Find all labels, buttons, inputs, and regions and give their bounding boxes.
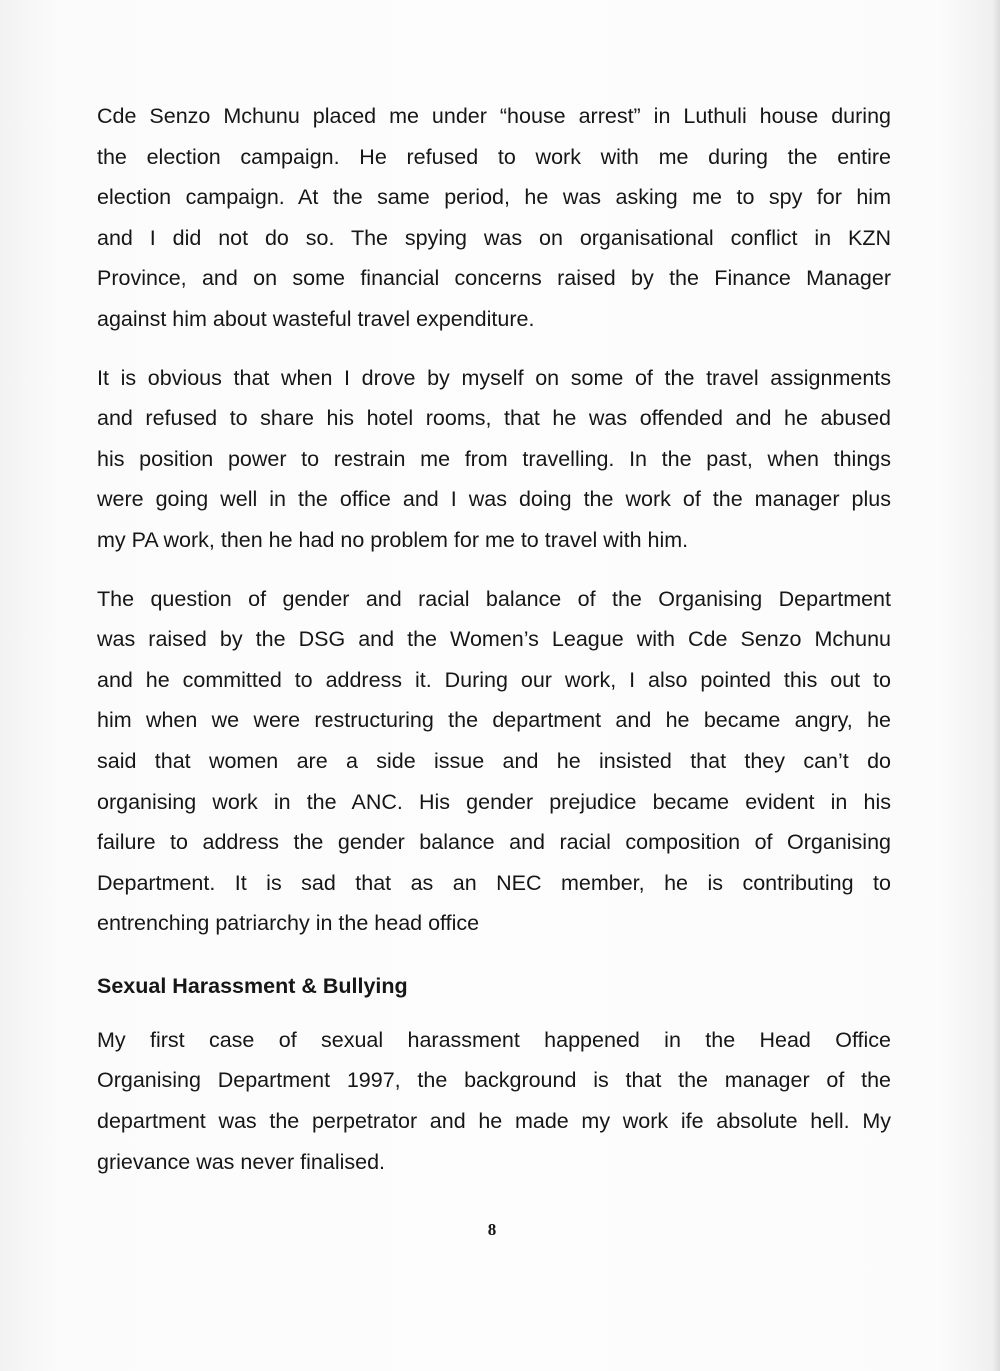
text-line: The question of gender and racial balance of the Organising Department: [97, 586, 891, 611]
text-line: organising work in the ANC. His gender prejudice became evident in his: [97, 789, 891, 814]
text-line: said that women are a side issue and he insisted that they can’t do: [97, 748, 891, 773]
text-line: department was the perpetrator and he made my work ife absolute hell. My: [97, 1109, 891, 1134]
paragraph-sexual-harassment: [97, 1020, 891, 1182]
text-line: grievance was never finalised.: [97, 1149, 386, 1174]
text-line: It is obvious that when I drove by myself on some of the travel assignments: [97, 365, 891, 390]
text-line: and I did not do so. The spying was on organisational conflict in KZN: [97, 225, 891, 250]
text-line: against him about wasteful travel expenditure.: [97, 306, 535, 331]
text-line: My first case of sexual harassment happened in the Head Office: [97, 1027, 891, 1052]
paragraph-travel: [97, 358, 891, 561]
text-line: and refused to share his hotel rooms, that he was offended and he abused: [97, 406, 891, 431]
text-line: failure to address the gender balance and racial composition of Organising: [97, 830, 891, 855]
text-line: and he committed to address it. During our work, I also pointed this out to: [97, 667, 891, 692]
text-line: Organising Department 1997, the background is that the manager of the: [97, 1068, 891, 1093]
text-line: the election campaign. He refused to work with me during the entire: [97, 144, 891, 169]
text-line: my PA work, then he had no problem for me to travel with him.: [97, 527, 689, 552]
text-line: were going well in the office and I was doing the work of the manager plus: [97, 487, 891, 512]
paragraph-gender-balance: [97, 579, 891, 944]
text-line: entrenching patriarchy in the head office: [97, 911, 480, 936]
page-content: [97, 96, 891, 1200]
section-heading: Sexual Harassment & Bullying: [97, 973, 408, 998]
paragraph-house-arrest: [97, 96, 891, 340]
text-line: his position power to restrain me from travelling. In the past, when things: [97, 446, 891, 471]
text-line: election campaign. At the same period, he was asking me to spy for him: [97, 185, 891, 210]
text-line: Cde Senzo Mchunu placed me under “house arrest” in Luthuli house during: [97, 104, 891, 128]
text-line: was raised by the DSG and the Women’s League with Cde Senzo Mchunu: [97, 627, 891, 652]
text-line: him when we were restructuring the department and he became angry, he: [97, 708, 891, 733]
page-number: 8: [487, 1220, 497, 1239]
text-line: Department. It is sad that as an NEC member, he is contributing to: [97, 870, 891, 895]
text-line: Province, and on some financial concerns raised by the Finance Manager: [97, 266, 891, 291]
